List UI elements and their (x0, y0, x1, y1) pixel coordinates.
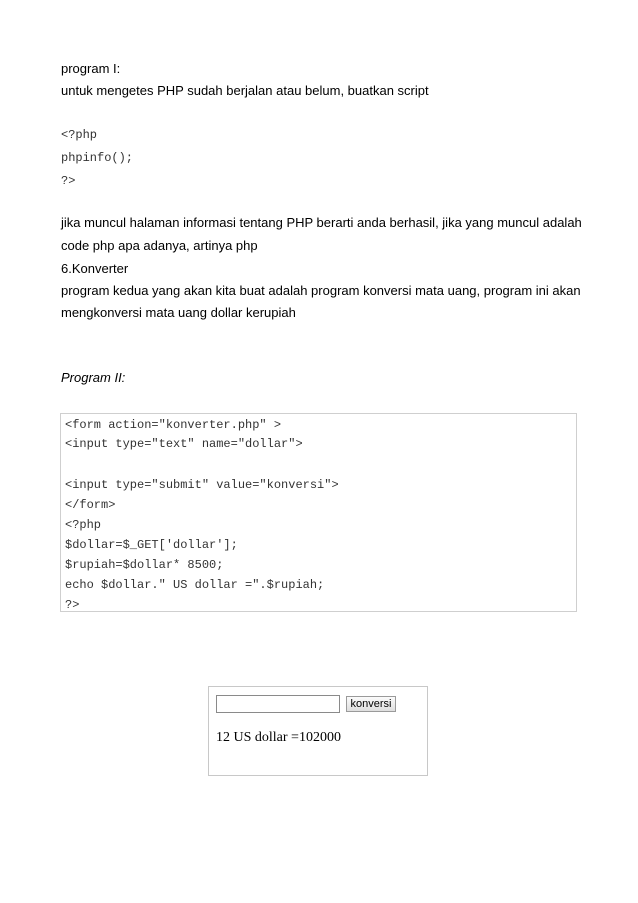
code2-line-6: <?php (65, 518, 102, 532)
code2-line-2: <input type="text" name="dollar"> (65, 437, 303, 451)
converter-demo-screenshot (208, 686, 428, 776)
paragraph1-line-2: code php apa adanya, artinya php (61, 238, 258, 253)
program-2-heading: Program II: (61, 370, 126, 385)
section-title: 6.Konverter (61, 261, 129, 276)
code2-line-8: $rupiah=$dollar* 8500; (65, 558, 224, 572)
conversion-result: 12 US dollar =102000 (216, 730, 341, 745)
section-line-1: program kedua yang akan kita buat adalah program konversi mata uang, program ini akan (61, 283, 581, 298)
dollar-input[interactable] (216, 695, 340, 713)
konversi-button[interactable]: konversi (346, 696, 396, 712)
program-1-heading: program I: (61, 61, 121, 76)
code1-line-3: ?> (61, 174, 76, 188)
code2-line-1: <form action="konverter.php" > (65, 418, 282, 432)
program-1-description: untuk mengetes PHP sudah berjalan atau belum, buatkan script (61, 83, 429, 98)
code2-line-5: </form> (65, 498, 116, 512)
code2-line-4: <input type="submit" value="konversi"> (65, 478, 339, 492)
code1-line-2: phpinfo(); (61, 151, 134, 165)
paragraph1-line-1: jika muncul halaman informasi tentang PHP berarti anda berhasil, jika yang muncul adalah (61, 215, 582, 230)
code2-line-7: $dollar=$_GET['dollar']; (65, 538, 238, 552)
section-line-2: mengkonversi mata uang dollar kerupiah (61, 305, 296, 320)
code2-line-10: ?> (65, 598, 80, 612)
code2-line-9: echo $dollar." US dollar =".$rupiah; (65, 578, 325, 592)
code1-line-1: <?php (61, 128, 98, 142)
code-block (60, 413, 577, 612)
